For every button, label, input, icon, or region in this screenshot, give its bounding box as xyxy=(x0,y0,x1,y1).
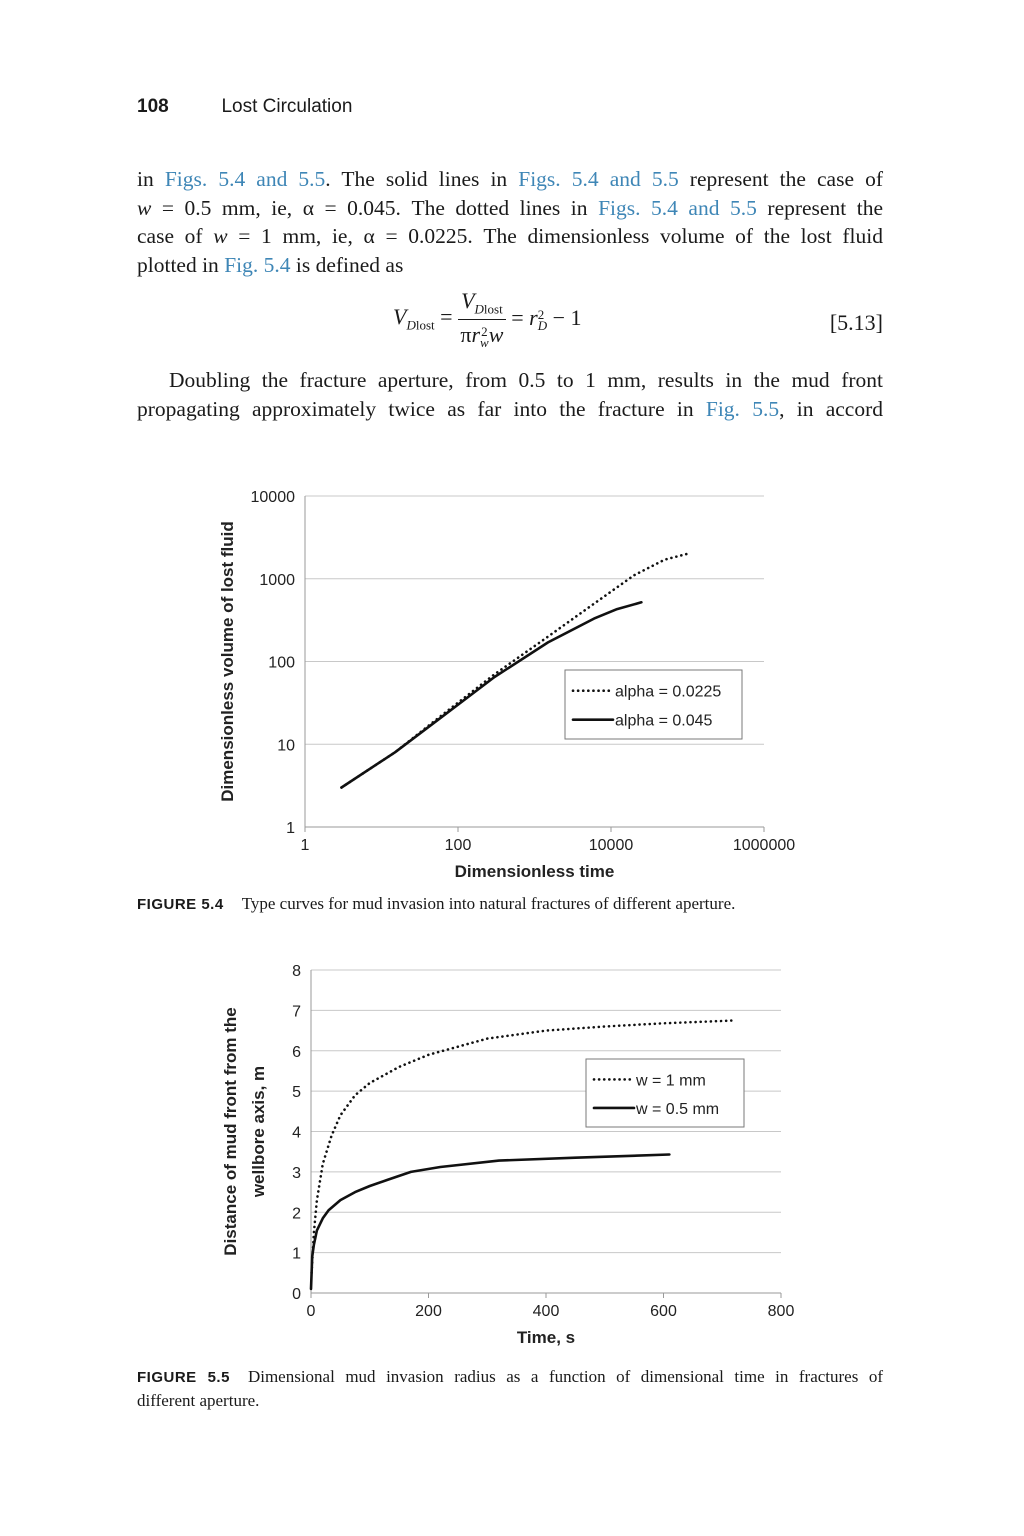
equation-formula: $V_{Dlost}$ = $V_{Dlost}$ πr 2 w w = r 2 D − 1 xyxy=(393,288,582,351)
y-tick-label: 1 xyxy=(286,820,295,837)
series-line xyxy=(311,1155,669,1290)
y-tick-label: 1 xyxy=(292,1245,301,1263)
figure-5-4-caption xyxy=(137,892,883,916)
caption-text: Type curves for mud invasion into natural fractures of different aperture. xyxy=(241,894,736,913)
figure-label: FIGURE 5.5 xyxy=(137,1369,230,1386)
y-tick-label: 4 xyxy=(292,1124,301,1142)
equation-fraction: $V_{Dlost}$ πr 2 w w xyxy=(458,288,506,348)
x-tick-label: 10000 xyxy=(588,837,634,854)
legend-label: alpha = 0.0225 xyxy=(615,683,722,701)
x-tick-label: 0 xyxy=(306,1303,316,1320)
x-axis-title: Dimensionless time xyxy=(454,862,615,881)
figure-link[interactable]: Figs. 5.4 and 5.5 xyxy=(598,195,757,220)
y-tick-label: 2 xyxy=(292,1205,301,1223)
series-line xyxy=(312,1021,734,1273)
x-tick-label: 800 xyxy=(767,1303,795,1320)
figure-link[interactable]: Fig. 5.5 xyxy=(705,396,780,421)
equation-number: [5.13] xyxy=(829,310,883,335)
figure-5-5-caption xyxy=(137,1365,883,1412)
figure-link[interactable]: Figs. 5.4 and 5.5 xyxy=(518,167,679,191)
paragraph-line: in Figs. 5.4 and 5.5. The solid lines in Figs. 5.4 and 5.5 represent the case of xyxy=(137,167,884,191)
y-axis-title: Distance of mud front from the xyxy=(221,1007,240,1256)
caption-text: Dimensional mud invasion radius as a function of dimensional time in fractures of xyxy=(247,1367,883,1386)
paragraph-line: propagating approximately twice as far into the fracture in Fig. 5.5, in accord xyxy=(137,396,883,421)
running-title: Lost Circulation xyxy=(221,96,353,117)
y-tick-label: 5 xyxy=(292,1084,301,1102)
paragraph-2 xyxy=(137,366,883,423)
x-tick-label: 1 xyxy=(300,837,310,854)
figure-link[interactable]: Figs. 5.4 and 5.5 xyxy=(164,167,326,191)
x-tick-label: 200 xyxy=(415,1303,442,1320)
y-tick-label: 1000 xyxy=(259,571,295,589)
paragraph-line: plotted in Fig. 5.4 is defined as xyxy=(137,252,404,277)
y-tick-label: 10 xyxy=(277,737,295,755)
y-tick-label: 10000 xyxy=(250,489,295,506)
caption-text: different aperture. xyxy=(137,1391,260,1410)
y-tick-label: 8 xyxy=(292,963,301,980)
legend-label: alpha = 0.045 xyxy=(615,712,713,730)
x-tick-label: 600 xyxy=(650,1303,677,1320)
figure-5-4-chart xyxy=(200,478,820,888)
y-tick-label: 0 xyxy=(292,1286,301,1303)
paragraph-1 xyxy=(137,165,883,279)
equation-5-13 xyxy=(137,288,883,358)
x-tick-label: 400 xyxy=(532,1303,560,1320)
figure-label: FIGURE 5.4 xyxy=(137,896,224,913)
paragraph-line: w = 0.5 mm, ie, α = 0.045. The dotted lines in Figs. 5.4 and 5.5 represent the xyxy=(137,195,883,220)
x-axis-title: Time, s xyxy=(516,1328,576,1347)
y-tick-label: 7 xyxy=(292,1003,301,1021)
figure-5-5-chart xyxy=(200,955,820,1360)
x-tick-label: 100 xyxy=(444,837,472,854)
x-tick-label: 1000000 xyxy=(732,837,796,854)
paragraph-line: Doubling the fracture aperture, from 0.5 to 1 mm, results in the mud front xyxy=(169,368,883,392)
page-number: 108 xyxy=(137,96,169,117)
y-tick-label: 100 xyxy=(268,654,295,672)
figure-link[interactable]: Fig. 5.4 xyxy=(224,252,291,277)
legend-label: w = 0.5 mm xyxy=(636,1100,720,1118)
y-tick-label: 6 xyxy=(292,1043,301,1061)
paragraph-line: case of w = 1 mm, ie, α = 0.0225. The dimensionless volume of the lost fluid xyxy=(137,224,884,248)
y-axis-title: wellbore axis, m xyxy=(249,1065,268,1198)
y-tick-label: 3 xyxy=(292,1164,301,1182)
legend-label: w = 1 mm xyxy=(636,1072,706,1090)
y-axis-title: Dimensionless volume of lost fluid xyxy=(218,521,237,802)
running-header xyxy=(137,96,352,118)
